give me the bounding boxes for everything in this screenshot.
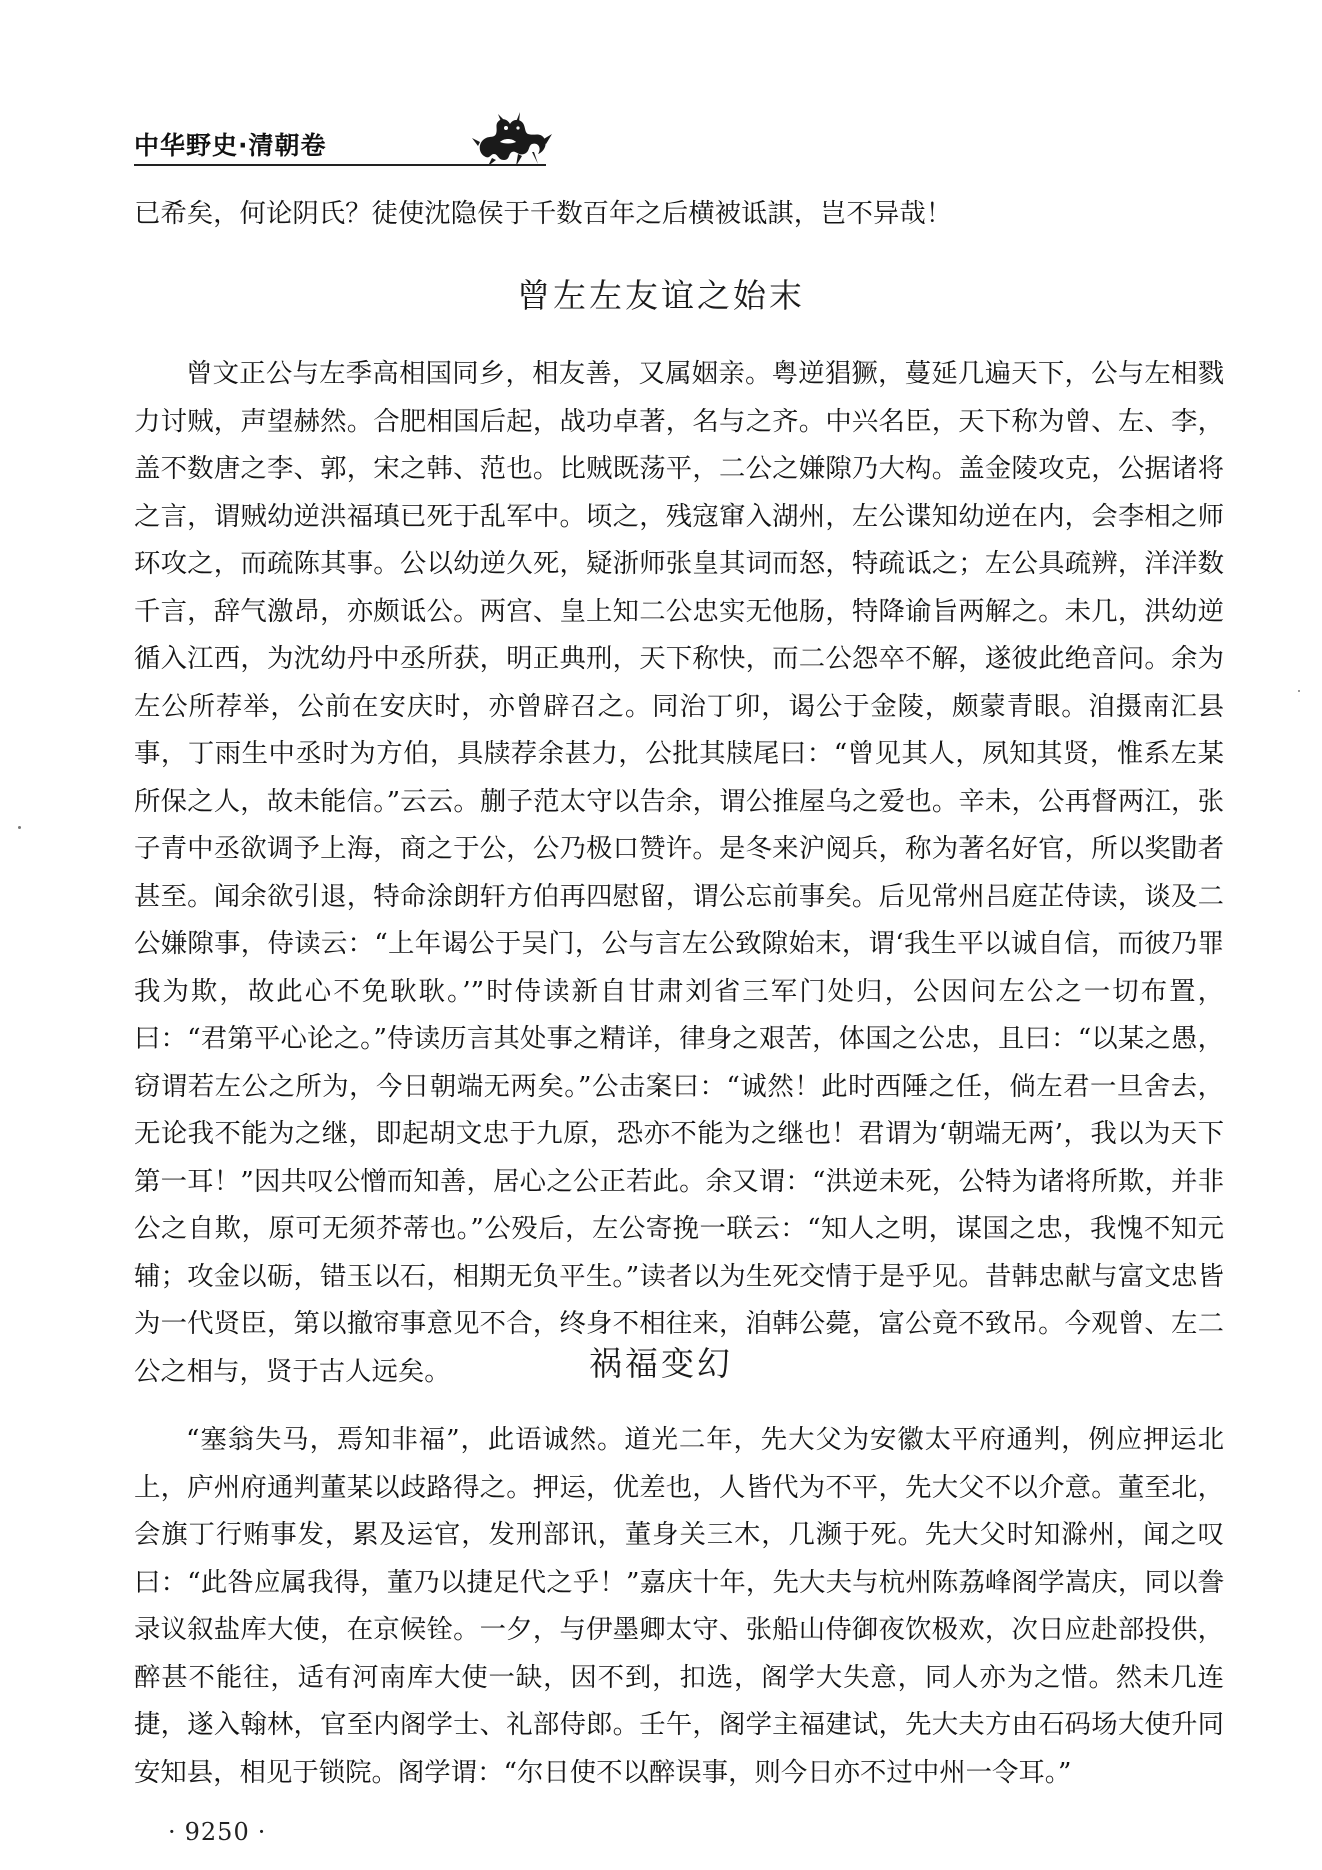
scan-speck (1298, 690, 1300, 692)
body-paragraph: “塞翁失马，焉知非福”，此语诚然。道光二年，先大父为安徽太平府通判，例应押运北上，庐州府通判董某以歧路得之。押运，优差也，人皆代为不平，先大父不以介意。董至北，会旗丁行贿事发，累及运官，发刑部讯，董身关三木，几濒于死。先大父时知滁州，闻之叹曰：“此咎应属我得，董乃以捷足代之乎！”嘉庆十年，先大夫与杭州陈荔峰阁学嵩庆，同以誊录议叙盐库大使，在京候铨。一夕，与伊墨卿太守、张船山侍御夜饮极欢，次日应赴部投供，醉甚不能往，适有河南库大使一缺，因不到，扣选，阁学大失意，同人亦为之惜。然未几连捷，遂入翰林，官至内阁学士、礼部侍郎。壬午，阁学主福建试，先大夫方由石码场大使升同安知县，相见于锁院。阁学谓：“尔日使不以醉误事，则今日亦不过中州一令耳。” (134, 1424, 1224, 1788)
scan-speck (18, 826, 21, 829)
folio-bullet: · (168, 1818, 177, 1846)
section-title: 祸福变幻 (589, 1344, 733, 1383)
page-number: 9250 (184, 1818, 250, 1846)
section-body (134, 1416, 1224, 1796)
dragon-emblem-icon (472, 112, 552, 168)
running-head (134, 112, 546, 172)
lead-text-block (134, 190, 1224, 238)
book-title: 中华野史·清朝卷 (134, 131, 327, 160)
lead-paragraph: 已希矣，何论阴氏？徒使沈隐侯于千数百年之后横被诋諆，岂不异哉！ (134, 198, 953, 229)
body-paragraph: 曾文正公与左季高相国同乡，相友善，又属姻亲。粤逆猖獗，蔓延几遍天下，公与左相戮力讨贼，声望赫然。合肥相国后起，战功卓著，名与之齐。中兴名臣，天下称为曾、左、李，盖不数唐之李、郭，宋之韩、范也。比贼既荡平，二公之嫌隙乃大构。盖金陵攻克，公据诸将之言，谓贼幼逆洪福瑱已死于乱军中。顷之，残寇窜入湖州，左公谍知幼逆在内，会李相之师环攻之，而疏陈其事。公以幼逆久死，疑浙师张皇其词而怒，特疏诋之；左公具疏辨，洋洋数千言，辞气激昂，亦颇诋公。两宫、皇上知二公忠实无他肠，特降谕旨两解之。未几，洪幼逆循入江西，为沈幼丹中丞所获，明正典刑，天下称快，而二公怨卒不解，遂彼此绝音问。余为左公所荐举，公前在安庆时，亦曾辟召之。同治丁卯，谒公于金陵，颇蒙青眼。洎摄南汇县事，丁雨生中丞时为方伯，具牍荐余甚力，公批其牍尾曰：“曾见其人，夙知其贤，惟系左某所保之人，故未能信。”云云。蒯子范太守以告余，谓公推屋乌之爱也。辛未，公再督两江，张子青中丞欲调予上海，商之于公，公乃极口赞许。是冬来沪阅兵，称为著名好官，所以奖勖者甚至。闻余欲引退，特命涂朗轩方伯再四慰留，谓公忘前事矣。后见常州吕庭芷侍读，谈及二公嫌隙事，侍读云：“上年谒公于吴门，公与言左公致隙始末，谓‘我生平以诚自信，而彼乃罪我为欺，故此心不免耿耿。’”时侍读新自甘肃刘省三军门处归，公因问左公之一切布置，曰：“君第平心论之。”侍读历言其处事之精详，律身之艰苦，体国之公忠，且曰：“以某之愚，窃谓若左公之所为，今日朝端无两矣。”公击案曰：“诚然！此时西陲之任，倘左君一旦舍去，无论我不能为之继，即起胡文忠于九原，恐亦不能为之继也！君谓为‘朝端无两’，我以为天下第一耳！”因共叹公憎而知善，居心之公正若此。余又谓：“洪逆未死，公特为诸将所欺，并非公之自欺，原可无须芥蒂也。”公殁后，左公寄挽一联云：“知人之明，谋国之忠，我愧不知元辅；攻金以砺，错玉以石，相期无负平生。”读者以为生死交情于是乎见。昔韩忠献与富文忠皆为一代贤臣，第以撤帘事意见不合，终身不相往来，洎韩公薨，富公竟不致吊。今观曾、左二公之相与，贤于古人远矣。 (134, 358, 1224, 1387)
section-title: 曾左左友谊之始末 (517, 276, 805, 315)
header-rule (134, 164, 546, 166)
page-number-footer (160, 1818, 274, 1846)
folio-bullet: · (257, 1818, 267, 1846)
section-body (134, 350, 1224, 1395)
